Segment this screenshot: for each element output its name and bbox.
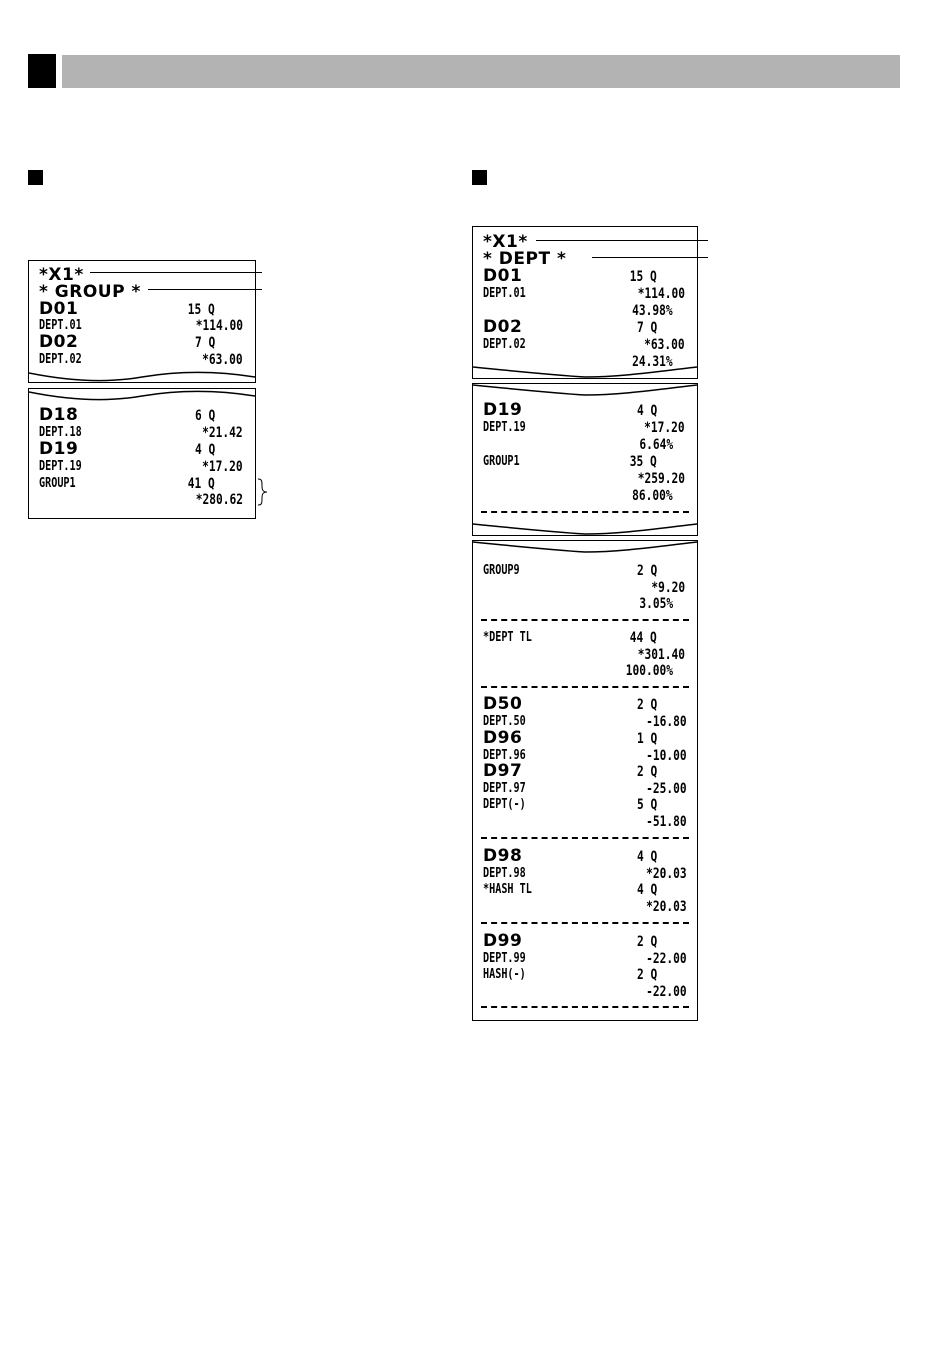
section-number-block (28, 54, 56, 88)
dept-qty: 4 Q (636, 403, 657, 419)
dept-label: DEPT.97 (483, 781, 526, 796)
paper-tear-edge (29, 369, 255, 383)
dept-code: D19 (39, 439, 79, 459)
dept-code: D02 (483, 317, 523, 337)
dept-code: D02 (39, 332, 79, 352)
paper-tear-edge (473, 540, 697, 554)
right-receipt-part3 (472, 540, 698, 1021)
dept-qty: 15 Q (188, 302, 215, 318)
dept-minus-qty: 5 Q (636, 797, 657, 813)
separator-line (481, 1006, 689, 1008)
dept-total-percent: 100.00% (625, 663, 673, 679)
dept-amount: -25.00 (646, 781, 687, 797)
left-section-square-icon (28, 170, 43, 185)
dept-code: D01 (483, 266, 523, 286)
dept-qty: 1 Q (636, 731, 657, 747)
dept-qty: 15 Q (630, 269, 657, 285)
group-qty: 2 Q (636, 563, 657, 579)
dept-percent: 24.31% (632, 354, 673, 370)
dept-amount: *17.20 (644, 420, 685, 436)
dept-label: DEPT.19 (483, 420, 526, 435)
hash-total-amount: *20.03 (646, 899, 687, 915)
dept-label: DEPT.02 (483, 337, 526, 352)
dept-minus-amount: -51.80 (646, 814, 687, 830)
dept-label: DEPT.01 (39, 318, 82, 333)
group-label: GROUP1 (39, 476, 76, 491)
dept-amount: *114.00 (195, 318, 243, 334)
dept-total-label: *DEPT TL (483, 630, 532, 645)
separator-line (481, 837, 689, 839)
dept-amount: *17.20 (202, 459, 243, 475)
left-receipt-part1 (28, 260, 256, 383)
dept-label: DEPT.96 (483, 748, 526, 763)
group-qty: 35 Q (630, 454, 657, 470)
title-leader-line (90, 272, 262, 273)
dept-amount: *21.42 (202, 425, 243, 441)
dept-amount: -16.80 (646, 714, 687, 730)
dept-code: D99 (483, 931, 523, 951)
hash-total-qty: 4 Q (636, 882, 657, 898)
dept-label: DEPT.02 (39, 352, 82, 367)
group-amount: *259.20 (637, 471, 685, 487)
dept-qty: 6 Q (194, 408, 215, 424)
hash-minus-label: HASH(-) (483, 967, 526, 982)
dept-code: D96 (483, 728, 523, 748)
group-amount: *280.62 (195, 492, 243, 508)
subtitle-leader-line (592, 257, 708, 258)
dept-amount: *114.00 (637, 286, 685, 302)
dept-code: D18 (39, 405, 79, 425)
group-label: GROUP9 (483, 563, 520, 578)
receipt-subtitle: * GROUP * (39, 282, 141, 302)
dept-qty: 2 Q (636, 934, 657, 950)
dept-label: DEPT.50 (483, 714, 526, 729)
dept-code: D19 (483, 400, 523, 420)
dept-qty: 2 Q (636, 697, 657, 713)
dept-amount: -22.00 (646, 951, 687, 967)
dept-label: DEPT.19 (39, 459, 82, 474)
dept-amount: *20.03 (646, 866, 687, 882)
separator-line (481, 511, 689, 513)
dept-code: D97 (483, 761, 523, 781)
dept-label: DEPT.01 (483, 286, 526, 301)
separator-line (481, 686, 689, 688)
dept-label: DEPT.99 (483, 951, 526, 966)
paper-tear-edge (473, 383, 697, 397)
dept-code: D98 (483, 846, 523, 866)
dept-percent: 6.64% (639, 437, 673, 453)
paper-tear-edge (473, 365, 697, 379)
right-section-square-icon (472, 170, 487, 185)
group-label: GROUP1 (483, 454, 520, 469)
dept-code: D01 (39, 299, 79, 319)
receipt-title: *X1* (483, 232, 528, 252)
hash-minus-qty: 2 Q (636, 967, 657, 983)
receipt-title: *X1* (39, 265, 84, 285)
group-percent: 86.00% (632, 488, 673, 504)
left-receipt-part2 (28, 388, 256, 519)
dept-amount: -10.00 (646, 748, 687, 764)
group-qty: 41 Q (188, 476, 215, 492)
section-header-bar (62, 55, 900, 88)
title-leader-line (536, 240, 708, 241)
dept-percent: 43.98% (632, 303, 673, 319)
hash-total-label: *HASH TL (483, 882, 532, 897)
dept-amount: *63.00 (644, 337, 685, 353)
separator-line (481, 619, 689, 621)
dept-qty: 7 Q (636, 320, 657, 336)
receipt-subtitle: * DEPT * (483, 249, 567, 269)
paper-tear-edge (29, 388, 255, 402)
right-receipt-part2 (472, 383, 698, 536)
subtitle-leader-line (148, 289, 262, 290)
paper-tear-edge (473, 522, 697, 536)
group-amount: *9.20 (651, 580, 685, 596)
dept-label: DEPT.98 (483, 866, 526, 881)
dept-qty: 4 Q (636, 849, 657, 865)
dept-qty: 4 Q (194, 442, 215, 458)
dept-total-amount: *301.40 (637, 647, 685, 663)
dept-total-qty: 44 Q (630, 630, 657, 646)
dept-amount: *63.00 (202, 352, 243, 368)
dept-qty: 2 Q (636, 764, 657, 780)
right-receipt-part1 (472, 226, 698, 379)
dept-label: DEPT.18 (39, 425, 82, 440)
hash-minus-amount: -22.00 (646, 984, 687, 1000)
dept-minus-label: DEPT(-) (483, 797, 526, 812)
group-total-brace (256, 478, 270, 506)
group-percent: 3.05% (639, 596, 673, 612)
dept-qty: 7 Q (194, 335, 215, 351)
dept-code: D50 (483, 694, 523, 714)
separator-line (481, 922, 689, 924)
